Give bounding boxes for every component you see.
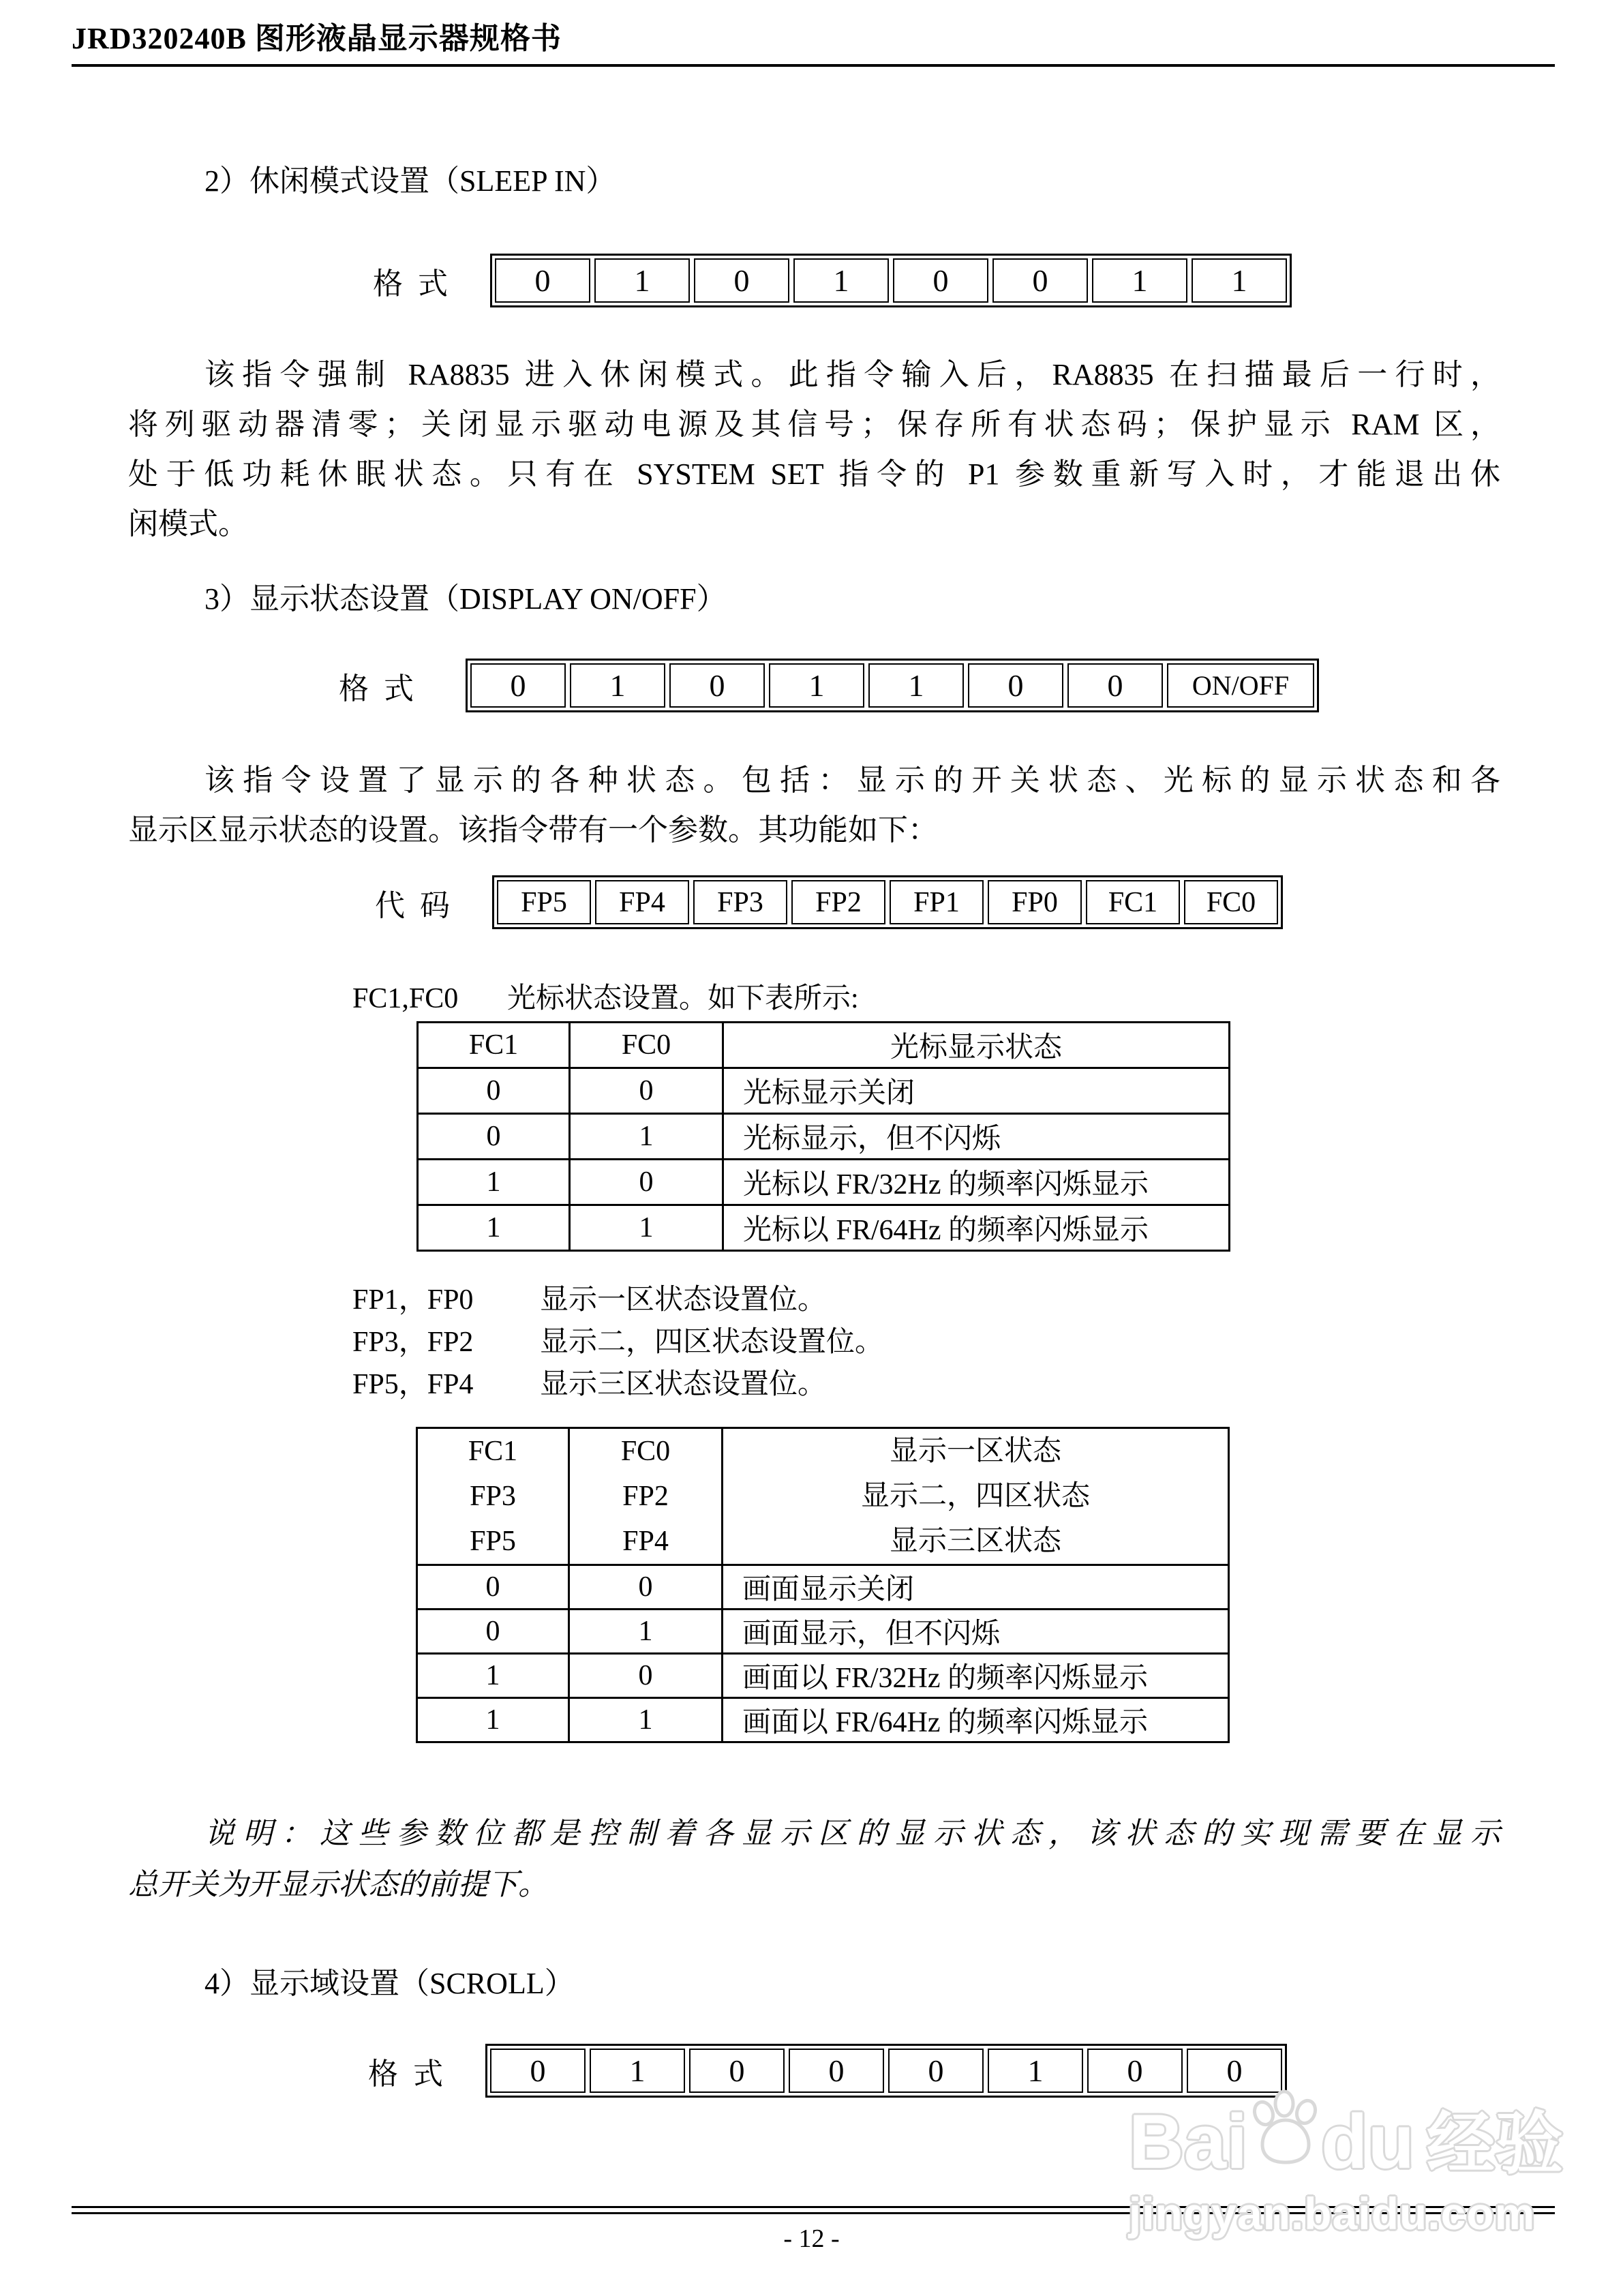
table-cell: 光标以 FR/64Hz 的频率闪烁显示 <box>723 1205 1230 1251</box>
table-cell: 1 <box>569 1698 723 1742</box>
table-header-row <box>418 1023 1230 1068</box>
table-cell: 0 <box>418 1068 570 1114</box>
table-row <box>418 1205 1230 1251</box>
bit-cell: 0 <box>689 2049 785 2093</box>
fp-line-text: 显示二，四区状态设置位。 <box>540 1327 884 1358</box>
paragraph-line: 该指令强制 RA8835 进入休闲模式。此指令输入后，RA8835 在扫描最后一行时， <box>204 358 1500 391</box>
header-line: FC0 <box>620 1436 671 1467</box>
bit-cell: 0 <box>968 663 1063 708</box>
header-line: FP4 <box>622 1526 669 1557</box>
table-row <box>417 1565 1229 1610</box>
bit-cell: 1 <box>1092 258 1187 303</box>
table-row <box>418 1160 1230 1205</box>
bit-cell: 0 <box>992 258 1088 303</box>
code-cell: FP4 <box>595 880 689 924</box>
header-cell <box>417 1428 569 1565</box>
table-cell: 0 <box>417 1565 569 1610</box>
paragraph-line: 该指令设置了显示的各种状态。包括：显示的开关状态、光标的显示状态和各 <box>204 764 1500 797</box>
fp-line-text: 显示一区状态设置位。 <box>540 1284 827 1316</box>
section-display-title: 3）显示状态设置（DISPLAY ON/OFF） <box>204 582 727 616</box>
bit-cell: 0 <box>893 258 988 303</box>
header-cell: 光标显示状态 <box>723 1023 1230 1068</box>
bit-cell: 1 <box>594 258 690 303</box>
bit-cell-on-off: ON/OFF <box>1167 663 1314 708</box>
code-cell: FP3 <box>693 880 787 924</box>
bit-cell: 1 <box>769 663 864 708</box>
fc-note <box>352 981 1623 1016</box>
code-cell: FP2 <box>791 880 885 924</box>
table-cell: 1 <box>417 1698 569 1742</box>
fp-line-label: FP1，FP0 <box>352 1284 474 1316</box>
display-description <box>128 755 1500 855</box>
paragraph-line: 显示区显示状态的设置。该指令带有一个参数。其功能如下： <box>128 813 938 847</box>
fp-line-label: FP3，FP2 <box>352 1327 474 1358</box>
table-cell: 光标以 FR/32Hz 的频率闪烁显示 <box>723 1160 1230 1205</box>
watermark-brand <box>1128 2087 1563 2184</box>
baidu-jingyan-watermark <box>1129 2087 1563 2237</box>
code-label: 代 码 <box>375 888 450 922</box>
fp-line-label: FP5，FP4 <box>352 1369 474 1400</box>
header-line: 显示三区状态 <box>889 1526 1061 1557</box>
format-label: 格 式 <box>373 267 448 301</box>
fp-line-text: 显示三区状态设置位。 <box>540 1369 827 1400</box>
header-line: FP5 <box>470 1526 516 1557</box>
bit-cell: 0 <box>495 258 590 303</box>
bit-cell: 1 <box>1192 258 1287 303</box>
table-header-row <box>417 1428 1229 1565</box>
paw-print-icon <box>1245 2087 1326 2181</box>
header-line: 显示二，四区状态 <box>860 1481 1090 1512</box>
bit-cell: 1 <box>793 258 889 303</box>
sleep-description <box>128 350 1500 549</box>
bit-cell: 0 <box>470 663 566 708</box>
page-header <box>72 0 1555 67</box>
table-cell: 1 <box>569 1610 723 1654</box>
table-row <box>417 1698 1229 1742</box>
paragraph-line: 将列驱动器清零；关闭显示驱动电源及其信号；保存所有状态码；保护显示 RAM 区， <box>128 408 1500 441</box>
bit-cell: 0 <box>888 2049 984 2093</box>
table-cell: 0 <box>569 1654 723 1698</box>
header-rule <box>72 64 1555 67</box>
section-sleep-title: 2）休闲模式设置（SLEEP IN） <box>204 164 616 198</box>
table-cell: 0 <box>570 1160 723 1205</box>
bit-cell: 1 <box>868 663 964 708</box>
header-line: 显示一区状态 <box>889 1436 1061 1467</box>
section-scroll-title: 4）显示域设置（SCROLL） <box>204 1967 575 2000</box>
bit-cell: 0 <box>694 258 789 303</box>
document-title: JRD320240B 图形液晶显示器规格书 <box>72 22 562 55</box>
table-row <box>418 1068 1230 1114</box>
code-cell: FP0 <box>988 880 1082 924</box>
bit-cell: 0 <box>789 2049 884 2093</box>
table-cell: 1 <box>417 1654 569 1698</box>
header-cell: FC1 <box>418 1023 570 1068</box>
sleep-bit-table <box>490 254 1292 307</box>
table-cell: 画面以 FR/32Hz 的频率闪烁显示 <box>723 1654 1229 1698</box>
table-cell: 1 <box>418 1160 570 1205</box>
header-line: FC1 <box>468 1436 518 1467</box>
bit-cell: 0 <box>1087 2049 1183 2093</box>
table-cell: 画面显示，但不闪烁 <box>723 1610 1229 1654</box>
watermark-brand-du: du <box>1321 2099 1414 2184</box>
bit-cell: 0 <box>669 663 765 708</box>
table-row <box>418 1114 1230 1160</box>
code-cell: FP5 <box>497 880 591 924</box>
table-cell: 0 <box>417 1610 569 1654</box>
note-paragraph <box>128 1808 1500 1910</box>
table-cell: 1 <box>418 1205 570 1251</box>
fp-line <box>352 1321 1623 1363</box>
header-cell <box>723 1428 1229 1565</box>
header-line: FP3 <box>470 1481 516 1512</box>
cursor-state-table <box>416 1021 1230 1252</box>
header-cell <box>569 1428 723 1565</box>
code-cell: FC1 <box>1086 880 1180 924</box>
fp-line <box>352 1363 1623 1406</box>
table-cell: 画面以 FR/64Hz 的频率闪烁显示 <box>723 1698 1229 1742</box>
table-row <box>417 1654 1229 1698</box>
format-label: 格 式 <box>339 671 414 706</box>
header-line: FP2 <box>622 1481 669 1512</box>
watermark-url: jingyan.baidu.com <box>1128 2188 1536 2239</box>
table-cell: 0 <box>569 1565 723 1610</box>
fp-line <box>352 1279 1623 1321</box>
fc-note-text: 光标状态设置。如下表所示: <box>507 983 859 1014</box>
table-cell: 画面显示关闭 <box>723 1565 1229 1610</box>
table-row <box>417 1610 1229 1654</box>
watermark-brand-cn: 经验 <box>1427 2106 1563 2182</box>
display-format-row <box>339 659 1623 712</box>
bit-cell: 0 <box>1187 2049 1282 2093</box>
fp-definitions <box>352 1279 1623 1406</box>
paragraph-line: 闲模式。 <box>128 507 248 541</box>
bit-cell: 1 <box>570 663 665 708</box>
bit-cell: 1 <box>988 2049 1083 2093</box>
format-label: 格 式 <box>368 2057 443 2091</box>
display-bit-table <box>466 659 1319 712</box>
table-cell: 光标显示，但不闪烁 <box>723 1114 1230 1160</box>
code-bit-table <box>492 875 1283 929</box>
table-cell: 光标显示关闭 <box>723 1068 1230 1114</box>
page-number: - 12 - <box>783 2224 840 2253</box>
header-cell: FC0 <box>570 1023 723 1068</box>
watermark-brand-bai: Bai <box>1128 2099 1248 2184</box>
bit-cell: 0 <box>490 2049 586 2093</box>
bit-cell: 1 <box>590 2049 685 2093</box>
table-cell: 1 <box>570 1205 723 1251</box>
bit-cell: 0 <box>1067 663 1163 708</box>
display-area-state-table <box>416 1427 1230 1743</box>
fc-note-label: FC1,FC0 <box>352 983 459 1014</box>
code-cell: FP1 <box>890 880 984 924</box>
paragraph-line: 说明：这些参数位都是控制着各显示区的显示状态，该状态的实现需要在显示 <box>204 1817 1500 1850</box>
code-cell: FC0 <box>1184 880 1278 924</box>
table-cell: 0 <box>418 1114 570 1160</box>
sleep-format-row <box>373 254 1623 307</box>
paragraph-line: 处于低功耗休眠状态。只有在 SYSTEM SET 指令的 P1 参数重新写入时，才能退出休 <box>128 457 1500 491</box>
table-cell: 1 <box>570 1114 723 1160</box>
table-cell: 0 <box>570 1068 723 1114</box>
paragraph-line: 总开关为开显示状态的前提下。 <box>128 1868 548 1901</box>
code-format-row <box>375 875 1623 929</box>
